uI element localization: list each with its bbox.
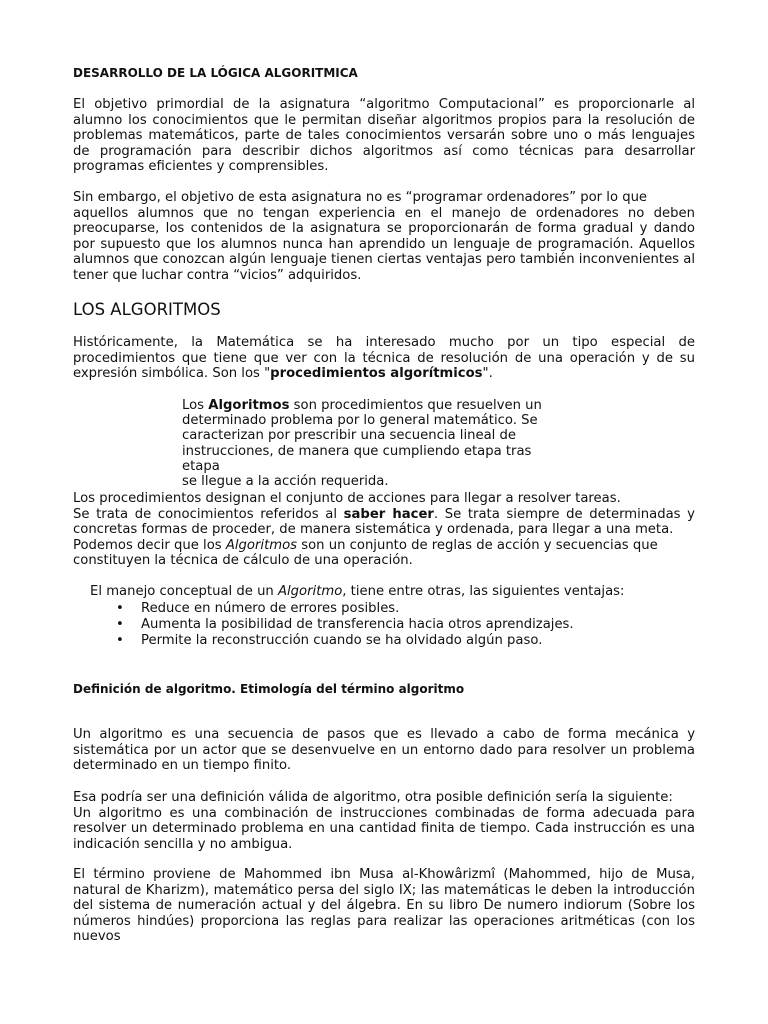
paragraph-however-rest: aquellos alumnos que no tengan experiencia en el manejo de ordenadores no deben preocuparse, los contenidos de la asignatura se proporcionarán de forma gradual y dando por supuesto que los alumnos nunca han aprendido un lenguaje de programación. Aquellos alumnos que conozcan algún lenguaje tienen ciertas ventajas pero también inconvenientes al tener que luchar contra “vicios” adquiridos. bbox=[73, 205, 695, 283]
alt-definition-rest: Un algoritmo es una combinación de instrucciones combinadas de forma adecuada para resolver un determinado problema en una cantidad finita de tiempo. Cada instrucción es una indicación sencilla y no ambigua. bbox=[73, 805, 695, 852]
paragraph-procedures bbox=[73, 491, 695, 569]
quote-line: se llegue a la acción requerida. bbox=[182, 474, 389, 490]
bullet-icon: • bbox=[116, 617, 124, 633]
paragraph-history-text: Históricamente, la Matemática se ha interesado mucho por un tipo especial de procedimientos que tiene que ver con la técnica de resolución de una operación y de su expresión simbólica. Son los " bbox=[73, 335, 695, 382]
emphasis-algoritmos: Algoritmos bbox=[208, 398, 290, 413]
procedures-line-1: Los procedimientos designan el conjunto de acciones para llegar a resolver tareas. bbox=[73, 491, 621, 506]
advantages-list bbox=[113, 601, 693, 650]
quote-line: caracterizan por prescribir una secuencia lineal de bbox=[182, 428, 516, 444]
paragraph-history bbox=[73, 335, 695, 382]
document-title: DESARROLLO DE LA LÓGICA ALGORITMICA bbox=[73, 66, 358, 80]
paragraph-however bbox=[73, 190, 695, 284]
paragraph-however-first-line: Sin embargo, el objetivo de esta asignatura no es “programar ordenadores” por lo que bbox=[73, 190, 648, 205]
list-item bbox=[113, 633, 693, 649]
quote-line bbox=[182, 398, 572, 413]
emphasis-algoritmos-italic: Algoritmos bbox=[225, 537, 298, 553]
advantages-text: El manejo conceptual de un bbox=[90, 584, 278, 599]
procedures-line-2 bbox=[73, 507, 695, 538]
paragraph-definition: Un algoritmo es una secuencia de pasos que es llevado a cabo de forma mecánica y sistemática por un actor que se desenvuelve en un entorno dado para resolver un problema determinado en un tiempo finito. bbox=[73, 727, 695, 774]
paragraph-etymology: El término proviene de Mahommed ibn Musa al-Khowârizmî (Mahommed, hijo de Musa, natural de Kharizm), matemático persa del siglo IX; las matemáticas le deben la introducción del sistema de numeración actual y del álgebra. En su libro De numero indiorum (Sobre los números hindúes) proporciona las reglas para realizar las operaciones aritméticas (con los nuevos bbox=[73, 867, 695, 945]
advantages-text: , tiene entre otras, las siguientes ventajas: bbox=[342, 584, 625, 599]
list-item bbox=[113, 601, 693, 617]
bullet-icon: • bbox=[116, 601, 124, 616]
quote-line: determinado problema por lo general matemático. Se bbox=[182, 413, 538, 429]
quote-text: son procedimientos que resuelven un bbox=[289, 398, 542, 413]
procedures-text: Se trata de conocimientos referidos al bbox=[73, 506, 344, 522]
quote-line: instrucciones, de manera que cumpliendo etapa tras etapa bbox=[182, 443, 532, 474]
section-title: LOS ALGORITMOS bbox=[73, 300, 221, 319]
list-item-text: Permite la reconstrucción cuando se ha olvidado algún paso. bbox=[141, 633, 543, 649]
definition-quote bbox=[182, 398, 572, 489]
procedures-text: Podemos decir que los bbox=[73, 537, 226, 553]
list-item-text: Reduce en número de errores posibles. bbox=[141, 601, 400, 616]
bullet-icon: • bbox=[116, 633, 124, 649]
advantages-intro bbox=[90, 584, 695, 600]
list-item-text: Aumenta la posibilidad de transferencia hacia otros aprendizajes. bbox=[141, 617, 574, 633]
emphasis-algoritmo-italic: Algoritmo bbox=[277, 584, 343, 599]
paragraph-history-end: ". bbox=[482, 366, 493, 382]
alt-definition-first-line: Esa podría ser una definición válida de algoritmo, otra posible definición sería la siguiente: bbox=[73, 790, 673, 805]
paragraph-objective: El objetivo primordial de la asignatura “algoritmo Computacional” es proporcionarle al alumno los conocimientos que le permitan diseñar algoritmos propios para la resolución de problemas matemáticos, parte de tales conocimientos versarán sobre uno o más lenguajes de programación para describir dichos algoritmos así como técnicas para desarrollar programas eficientes y comprensibles. bbox=[73, 97, 695, 175]
procedures-text: . Se trata siempre de determinadas y concretas formas de proceder, de manera sistemática y ordenada, para llegar a una meta. bbox=[73, 506, 695, 538]
procedures-text: son un conjunto de reglas de acción y secuencias que constituyen la técnica de cálculo de una operación. bbox=[73, 537, 658, 569]
subheading-definition: Definición de algoritmo. Etimología del término algoritmo bbox=[73, 682, 465, 696]
quote-text: Los bbox=[182, 398, 209, 413]
list-item bbox=[113, 617, 693, 633]
paragraph-alt-definition bbox=[73, 790, 695, 852]
procedures-line-3 bbox=[73, 538, 695, 569]
emphasis-procedimientos: procedimientos algorítmicos bbox=[270, 366, 483, 382]
emphasis-saber-hacer: saber hacer bbox=[343, 506, 434, 522]
